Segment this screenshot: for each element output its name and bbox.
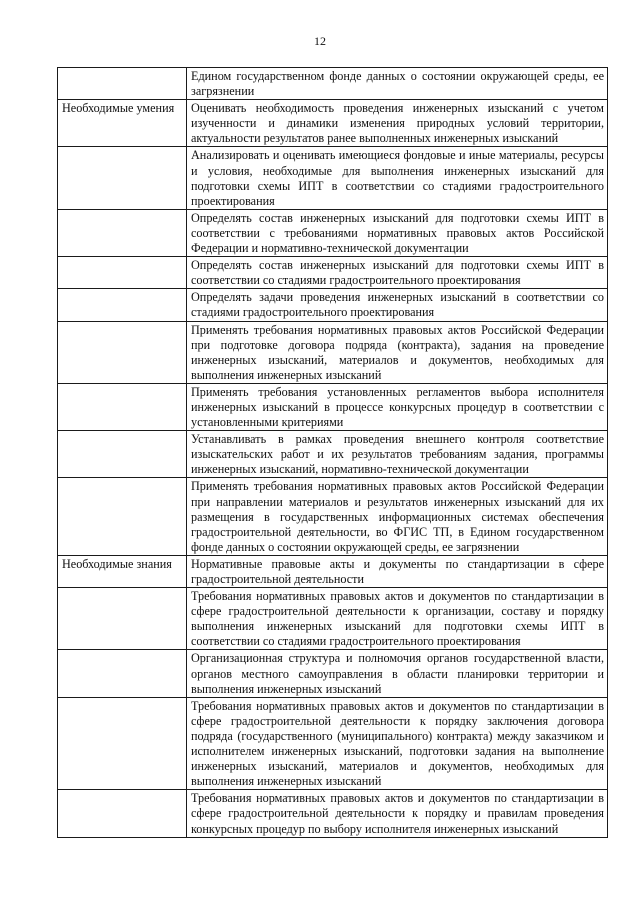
row-label-knowledge: Необходимые знания: [58, 555, 187, 587]
row-label: [58, 383, 187, 430]
row-text: Определять состав инженерных изысканий для подготовки схемы ИПТ в соответствии со стадиями градостроительного проектирования: [187, 257, 608, 289]
table-row: [58, 321, 608, 383]
requirements-table: [57, 67, 608, 838]
row-text: Определять задачи проведения инженерных изысканий в соответствии со стадиями градостроительного проектирования: [187, 289, 608, 321]
row-label: [58, 321, 187, 383]
row-label: [58, 697, 187, 790]
row-label: [58, 478, 187, 555]
row-label: [58, 209, 187, 256]
row-label: [58, 790, 187, 837]
row-label: [58, 650, 187, 697]
row-label-skills: Необходимые умения: [58, 100, 187, 147]
row-label: [58, 431, 187, 478]
row-text: Требования нормативных правовых актов и документов по стандартизации в сфере градостроительной деятельности к порядку и правилам проведения конкурсных процедур по выбору исполнителя инженерных изысканий: [187, 790, 608, 837]
table-row: [58, 383, 608, 430]
table-row: [58, 431, 608, 478]
table-row: [58, 588, 608, 650]
table-row: [58, 209, 608, 256]
table-row: [58, 257, 608, 289]
row-text: Устанавливать в рамках проведения внешнего контроля соответствие изыскательских работ и их результатов требованиям задания, программы инженерных изысканий, нормативно-технической документации: [187, 431, 608, 478]
row-text: Нормативные правовые акты и документы по стандартизации в сфере градостроительной деятельности: [187, 555, 608, 587]
row-label: [58, 588, 187, 650]
row-text: Едином государственном фонде данных о состоянии окружающей среды, ее загрязнении: [187, 68, 608, 100]
table-row: [58, 697, 608, 790]
table-row: [58, 555, 608, 587]
row-text: Требования нормативных правовых актов и документов по стандартизации в сфере градостроительной деятельности к порядку заключения договора подряда (государственного (муниципального) контракта) между заказчиком и исполнителем инженерных изысканий, подготовки задания на выполнение инженерных изысканий, материалов и документов, необходимых для выполнения инженерных изысканий: [187, 697, 608, 790]
row-text: Применять требования нормативных правовых актов Российской Федерации при направлении материалов и результатов инженерных изысканий для их размещения в государственных информационных системах обеспечения градостроительной деятельности, во ФГИС ТП, в Едином государственном фонде данных о состоянии окружающей среды, ее загрязнении: [187, 478, 608, 555]
row-text: Применять требования нормативных правовых актов Российской Федерации при подготовке договора подряда (контракта), задания на проведение инженерных изысканий, материалов и документов, необходимых для выполнения инженерных изысканий: [187, 321, 608, 383]
row-text: Применять требования установленных регламентов выбора исполнителя инженерных изысканий в процессе конкурсных процедур в соответствии с установленными критериями: [187, 383, 608, 430]
table-row: [58, 147, 608, 209]
table-row: [58, 68, 608, 100]
row-label: [58, 289, 187, 321]
table-row: [58, 478, 608, 555]
row-text: Оценивать необходимость проведения инженерных изысканий с учетом изученности и динамики изменения природных условий территории, актуальности результатов ранее выполненных инженерных изысканий: [187, 100, 608, 147]
table-row: [58, 790, 608, 837]
row-label: [58, 257, 187, 289]
table-row: [58, 100, 608, 147]
row-text: Анализировать и оценивать имеющиеся фондовые и иные материалы, ресурсы и условия, необходимые для выполнения инженерных изысканий для подготовки схемы ИПТ в соответствии со стадиями градостроительного проектирования: [187, 147, 608, 209]
page-number: 12: [314, 34, 326, 48]
row-text: Организационная структура и полномочия органов государственной власти, органов местного самоуправления в области планировки территории и выполнения инженерных изысканий: [187, 650, 608, 697]
row-label: [58, 68, 187, 100]
table-row: [58, 650, 608, 697]
table-row: [58, 289, 608, 321]
row-text: Требования нормативных правовых актов и документов по стандартизации в сфере градостроительной деятельности к организации, составу и порядку выполнения инженерных изысканий для подготовки схемы ИПТ в соответствии со стадиями градостроительного проектирования: [187, 588, 608, 650]
row-text: Определять состав инженерных изысканий для подготовки схемы ИПТ в соответствии с требованиями нормативных правовых актов Российской Федерации и нормативно-технической документации: [187, 209, 608, 256]
row-label: [58, 147, 187, 209]
